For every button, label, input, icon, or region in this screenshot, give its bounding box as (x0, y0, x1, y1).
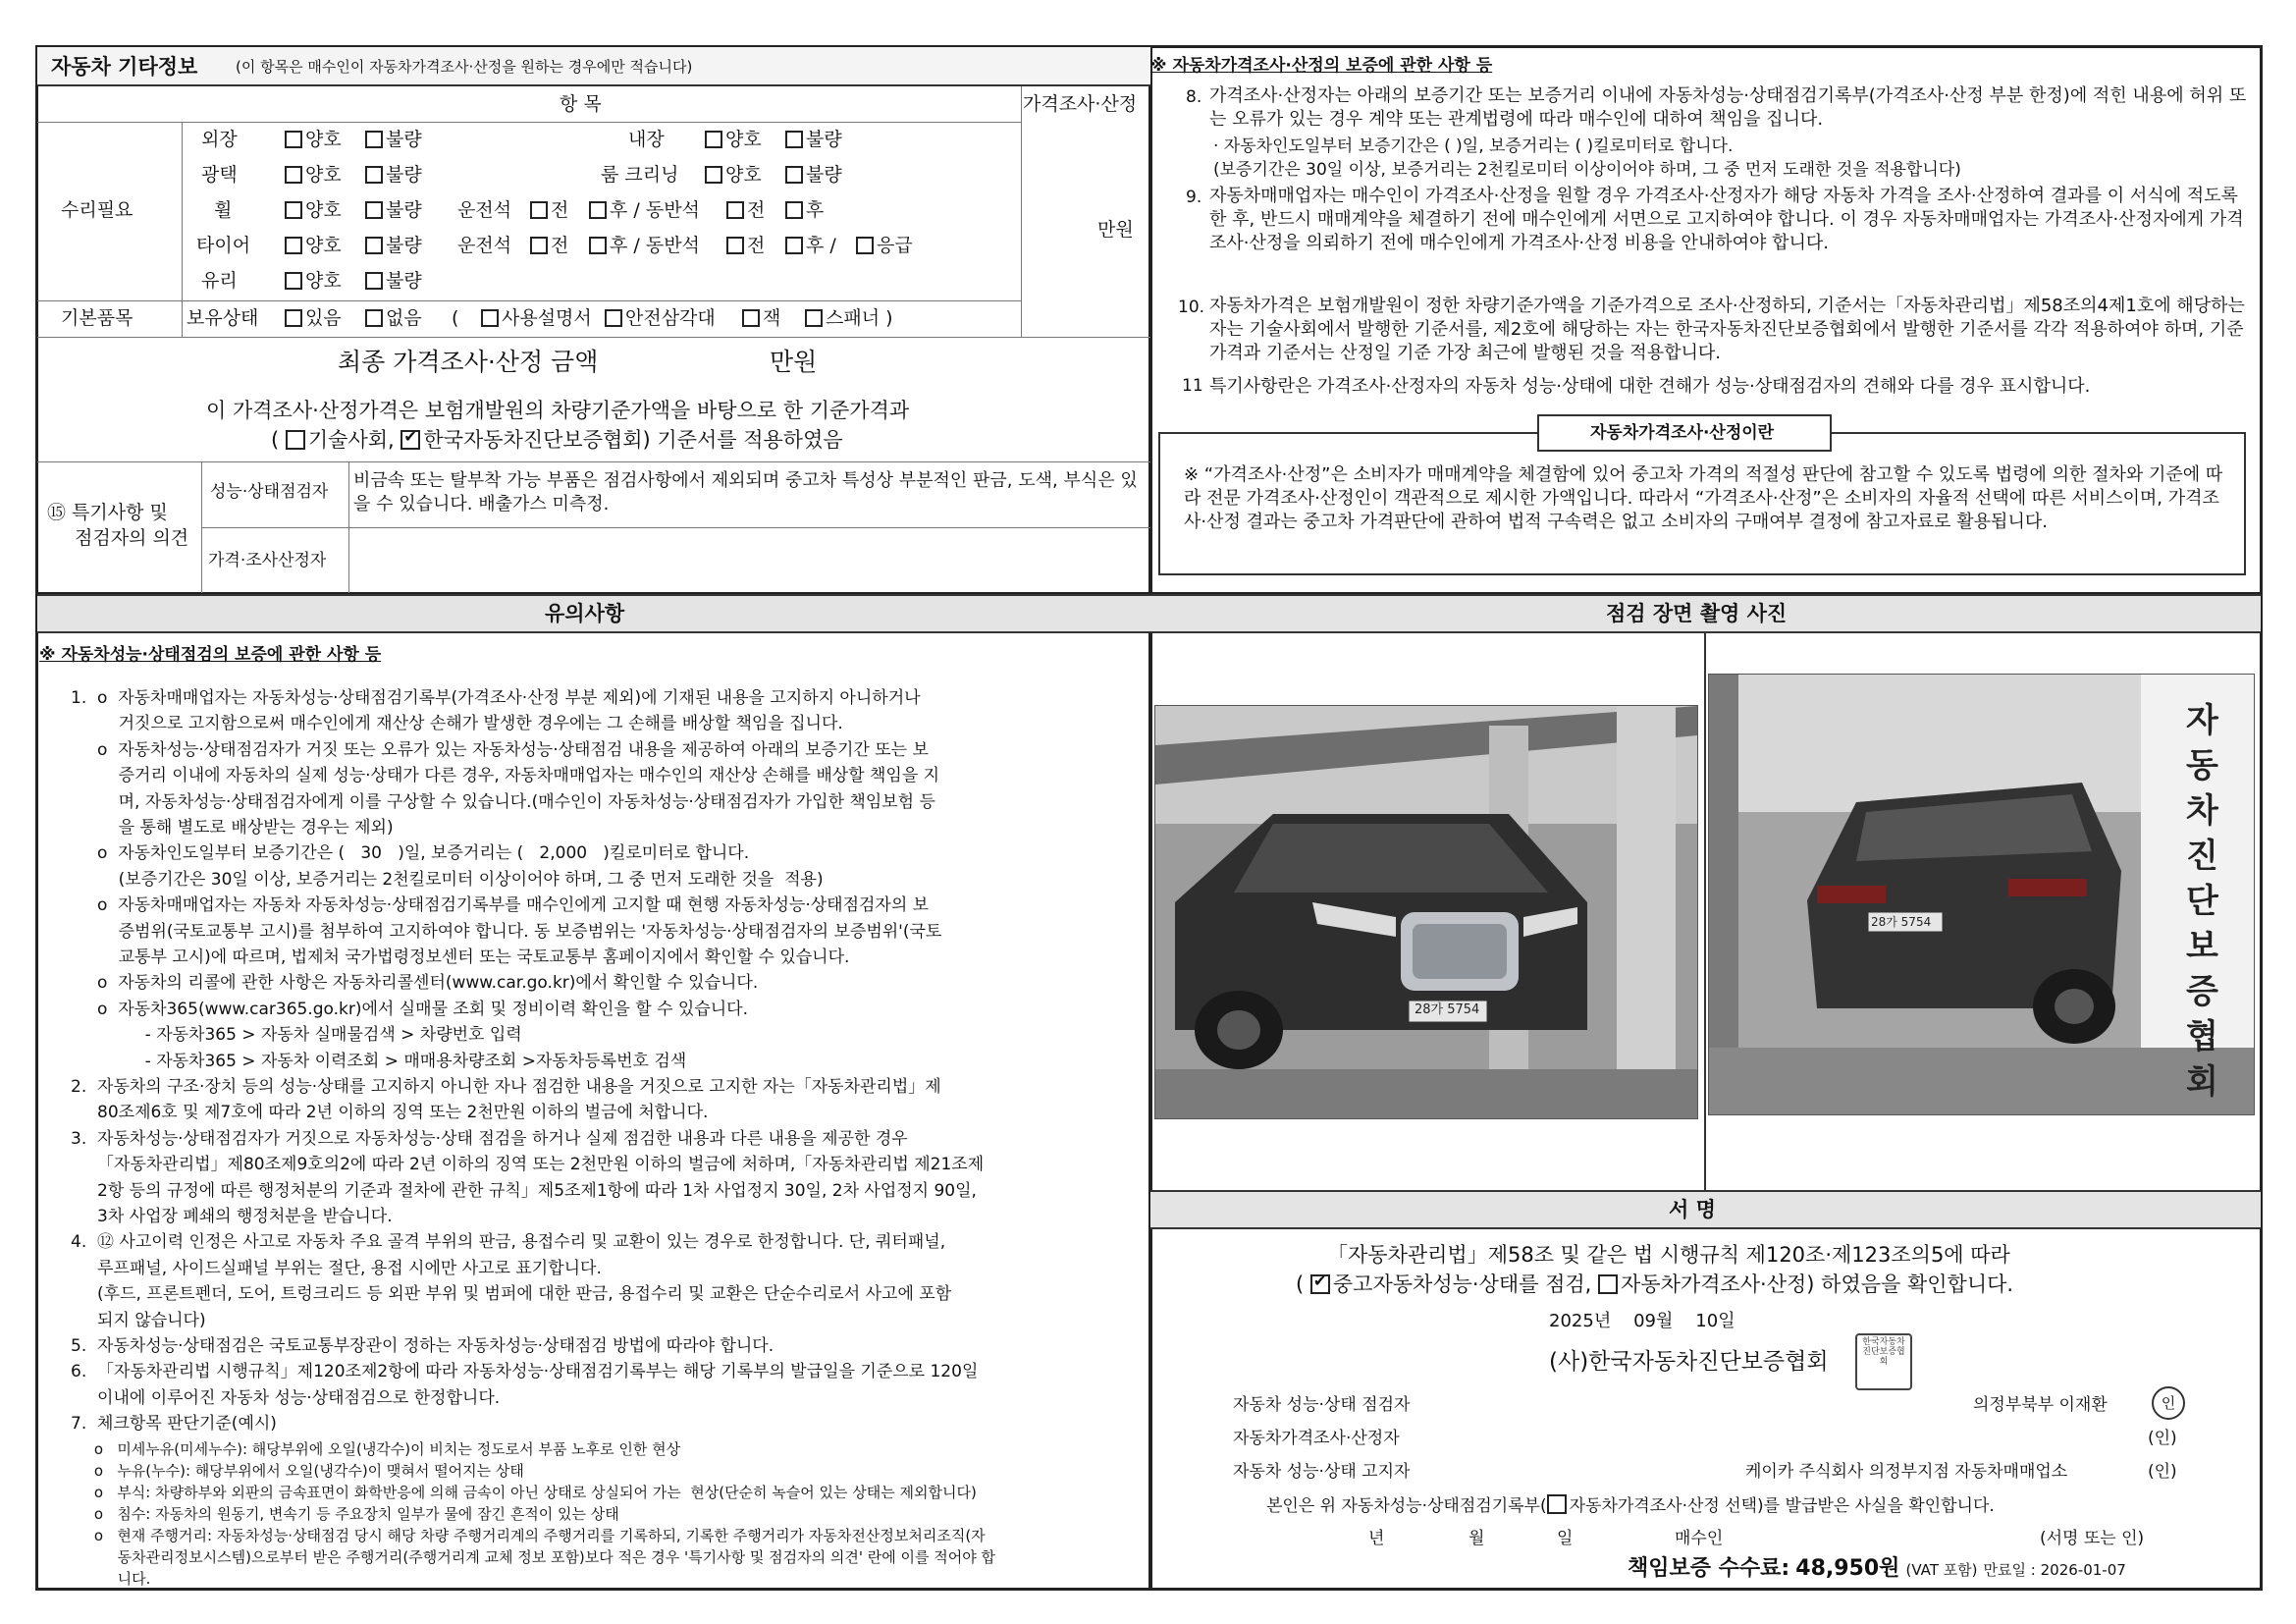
checkbox-icon (856, 237, 874, 254)
tire-pass-front[interactable]: 전 (726, 234, 765, 257)
tire-emergency[interactable]: 응급 (856, 234, 913, 257)
rear-plate: 28가 5754 (1871, 915, 1932, 929)
item-9-text: 자동차매매업자는 매수인이 가격조사·산정을 원할 경우 가격조사·산정자가 해당 자동차 가격을 조사·산정하여 결과를 이 서식에 적도록 한 후, 반드시 매매계약을 체결하기 전에 매수인에게 서면으로 고지하여야 합니다. 이 경우 자동차매매업자는 가격조사·산정자에게 가격조사·산정을 의뢰하기 전에 매수인에게 가격조사·산정 비용을 안내하여야 합니다. (1209, 186, 2244, 253)
special-label-1: ⑮ 특기사항 및 (47, 502, 168, 523)
checkbox-checked-icon[interactable] (400, 430, 420, 450)
sig-inspector-name: 의정부북부 이재환 (1973, 1395, 2108, 1415)
buyer-year: 년 (1368, 1529, 1385, 1548)
col-items-header: 항 목 (560, 93, 602, 115)
notes-line: 7. 체크항목 판단기준(예시) (71, 1414, 277, 1435)
wheel-bad[interactable]: 불량 (365, 198, 422, 222)
notes-line: ο 자동차의 리콜에 관한 사항은 자동차리콜센터(www.car.go.kr)에서 확인할 수 있습니다. (71, 973, 759, 994)
notes-line: - 자동차365 > 자동차 이력조회 > 매매용차량조회 >자동차등록번호 검색 (71, 1051, 687, 1071)
item-10-no: 10. (1178, 298, 1205, 317)
notes-small-line: 동차관리정보시스템)으로부터 받은 주행거리(주행거리계 교체 정보 포함)보다 적은 경우 '특기사항 및 점검자의 의견' 란에 이를 적어야 합 (71, 1548, 995, 1566)
sig-notifier-seal: (인) (2148, 1462, 2177, 1482)
basic-none[interactable]: 없음 (365, 306, 422, 330)
notes-line: 5. 자동차성능·상태점검은 국토교통부장관이 정하는 자동차성능·상태점검 방법에 따라야 합니다. (71, 1336, 774, 1356)
row-wheel: 휠 (214, 199, 233, 221)
confirm-line: ( ✔ 중고자동차성능·상태를 점검, 자동차가격조사·산정) 하였음을 확인합니다. (1296, 1271, 2013, 1298)
checkbox-icon (365, 237, 383, 254)
notes-line: 80조제6호 및 제7호에 따라 2년 이하의 징역 또는 2천만원 이하의 벌금에 처합니다. (71, 1103, 709, 1123)
checkbox-icon (530, 237, 548, 254)
item-10-text: 자동차가격은 보험개발원이 정한 차량기준가액을 기준가격으로 조사·산정하되, 기준서는「자동차관리법」제58조의4제1호에 해당하는 자는 기술사회에서 발행한 기준서를, 제2호에 해당하는 자는 한국자동차진단보증협회에서 발행한 기준서를 각각 적용하여야 하며, 기준가격과 기준서는 산정일 기준 가장 최근에 발행된 것을 적용합니다. (1209, 296, 2245, 363)
col-price-header: 가격조사·산정 (1023, 93, 1138, 115)
tire-driver-rear[interactable]: 후 / 동반석 (589, 234, 700, 257)
wheel-pass-rear[interactable]: 후 (785, 198, 824, 222)
notes-line: ο 자동차매매업자는 자동차 자동차성능·상태점검기록부를 매수인에게 고지할 때 현행 자동차성능·상태점검자의 보 (71, 895, 930, 916)
item-9-no: 9. (1186, 188, 1202, 207)
final-amount-unit: 만원 (770, 348, 818, 376)
checkbox-icon (285, 166, 302, 184)
other-info-note: (이 항목은 매수인이 자동차가격조사·산정을 원하는 경우에만 적습니다) (236, 58, 693, 76)
row-glass: 유리 (201, 270, 238, 292)
special-label-2: 점검자의 의견 (75, 527, 189, 549)
notes-line: 2항 등의 규정에 따른 행정처분의 기준과 절차에 관한 규칙」제5조제1항에 따라 1차 사업정지 30일, 2차 사업정지 90일, (71, 1180, 977, 1201)
checkbox-icon (285, 131, 302, 148)
inspector-seal-icon: 인 (2152, 1386, 2185, 1420)
checkbox-icon (726, 237, 744, 254)
front-plate: 28가 5754 (1415, 1002, 1480, 1017)
wheel-driver-rear[interactable]: 후 / 동반석 (589, 198, 700, 222)
notes-line: 며, 자동차성능·상태점검자에게 이를 구상할 수 있습니다.(매수인이 자동차성능·상태점검자가 가입한 책임보험 등 (71, 791, 935, 812)
wheel-good[interactable]: 양호 (285, 198, 342, 222)
gloss-good[interactable]: 양호 (285, 163, 342, 187)
checkbox-icon (481, 309, 499, 327)
row-gloss: 광택 (201, 164, 238, 186)
notes-line: 3차 사업장 폐쇄의 행정처분을 받습니다. (71, 1207, 393, 1226)
checkbox-icon (365, 309, 383, 327)
basic-spanner[interactable]: 스패너 ) (805, 306, 893, 330)
item-8-note: (보증기간은 30일 이상, 보증거리는 2천킬로미터 이상이어야 하며, 그 중 먼저 도래한 것을 적용합니다) (1213, 160, 1961, 180)
notes-line: (보증기간은 30일 이상, 보증거리는 2천킬로미터 이상이어야 하며, 그 중 먼저 도래한 것을 적용) (71, 869, 824, 890)
checkbox-icon (805, 309, 823, 327)
notes-line: 되지 않습니다) (71, 1310, 206, 1330)
front-inspection-photo (1154, 705, 1698, 1119)
sig-appraiser-label: 자동차가격조사·산정자 (1233, 1429, 1400, 1448)
inspector-opinion-text: 비금속 또는 탈부착 가능 부품은 점검사항에서 제외되며 중고차 특성상 부분적인 판금, 도색, 부식은 있을 수 있습니다. 배출가스 미측정. (353, 470, 1138, 514)
row-exterior: 외장 (201, 129, 238, 150)
checkbox-icon (742, 309, 760, 327)
checkbox-icon (365, 272, 383, 290)
banner-text: 자동차진단보증협회 (2186, 701, 2218, 1102)
checkbox-icon[interactable] (286, 430, 305, 450)
notes-small-line: ο 현재 주행거리: 자동차성능·상태점검 당시 해당 차량 주행거리계의 주행거리를 기록하되, 기록한 주행거리가 자동차전산정보처리조직(자 (71, 1527, 986, 1544)
basic-jack[interactable]: 잭 (742, 306, 780, 330)
wheel-driver: 운전석 (457, 199, 512, 221)
notes-line: 2. 자동차의 구조·장치 등의 성능·상태를 고지하지 아니한 자나 점검한 내용을 거짓으로 고지한 자는「자동차관리법」제 (71, 1077, 941, 1097)
notes-line: 3. 자동차성능·상태점검자가 거짓으로 자동차성능·상태 점검을 하거나 실제 점검한 내용과 다른 내용을 제공한 경우 (71, 1128, 908, 1149)
notes-line: 루프패널, 사이드실패널 부위는 절단, 용접 시에만 사고로 표기합니다. (71, 1258, 602, 1278)
buyer-month: 월 (1468, 1529, 1485, 1548)
possession-label: 보유상태 (187, 307, 259, 329)
checkbox-icon (785, 131, 803, 148)
repair-label: 수리필요 (61, 199, 133, 221)
checkbox-icon (365, 166, 383, 184)
basic-have[interactable]: 있음 (285, 306, 342, 330)
basic-triangle[interactable]: 안전삼각대 (605, 306, 716, 330)
room-good[interactable]: 양호 (705, 163, 762, 187)
signature-title: 서 명 (1669, 1198, 1716, 1221)
checkbox-icon (785, 166, 803, 184)
wheel-pass-front[interactable]: 전 (726, 198, 765, 222)
law-line: 「자동차관리법」제58조 및 같은 법 시행규칙 제120조·제123조의5에 따라 (1327, 1243, 2010, 1267)
notes-small-line: ο 부식: 차량하부와 외판의 금속표면이 화학반응에 의해 금속이 아닌 상태로 상실되어 가는 현상(단순히 녹슬어 있는 상태는 제외합니다) (71, 1484, 977, 1501)
rear-inspection-photo (1708, 674, 2255, 1115)
issuing-org: (사)한국자동차진단보증협회 (1549, 1349, 1829, 1375)
checkbox-icon (365, 131, 383, 148)
basic-paren: ( (452, 307, 459, 329)
checkbox-icon (589, 237, 607, 254)
buyer-day: 일 (1557, 1529, 1574, 1548)
tire-pass-rear[interactable]: 후 / (785, 234, 836, 257)
appraiser-opinion-label: 가격·조사산정자 (208, 551, 327, 570)
photos-title: 점검 장면 촬영 사진 (1606, 602, 1788, 625)
checkbox-checked-icon[interactable] (1310, 1274, 1330, 1294)
notes-line: ο 자동차365(www.car365.go.kr)에서 실매물 조회 및 정비이력 확인을 할 수 있습니다. (71, 999, 748, 1019)
checkbox-icon (285, 201, 302, 219)
appraisal-definition-title: 자동차가격조사·산정이란 (1590, 423, 1775, 443)
checkbox-icon (705, 131, 722, 148)
exterior-good[interactable]: 양호 (285, 128, 342, 151)
glass-bad[interactable]: 불량 (365, 269, 422, 293)
row-room-cleaning: 룸 크리닝 (601, 164, 679, 186)
notes-line: 교통부 고시)에 따르며, 법제처 국가법령정보센터 또는 국토교통부 홈페이지에서 확인할 수 있습니다. (71, 947, 850, 967)
row-tire: 타이어 (196, 235, 251, 256)
sig-notifier-label: 자동차 성능·상태 고지자 (1233, 1462, 1411, 1482)
checkbox-icon (530, 201, 548, 219)
notes-line: (후드, 프론트펜더, 도어, 트렁크리드 등 외판 부위 및 범퍼에 대한 판금, 용접수리 및 교환은 단순수리로서 사고에 포함 (71, 1284, 952, 1305)
notes-heading: ※ 자동차성능·상태점검의 보증에 관한 사항 등 (39, 645, 382, 665)
glass-good[interactable]: 양호 (285, 269, 342, 293)
basis-line-2: ( 기술사회, ✔ 한국자동차진단보증협회) 기준서를 적용하였음 (271, 426, 843, 454)
notes-line: 을 통해 별도로 배상받는 경우는 제외) (71, 818, 394, 838)
issue-date: 2025년 09월 10일 (1549, 1311, 1735, 1331)
item-11-no: 11 (1182, 376, 1203, 396)
checkbox-icon (365, 201, 383, 219)
notes-small-line: ο 누유(누수): 해당부위에서 오일(냉각수)이 맺혀서 떨어지는 상태 (71, 1462, 524, 1480)
gloss-bad[interactable]: 불량 (365, 163, 422, 187)
buyer-sign: (서명 또는 인) (2040, 1529, 2145, 1548)
sig-inspector-label: 자동차 성능·상태 점검자 (1233, 1395, 1411, 1415)
inspector-opinion-label: 성능·상태점검자 (210, 482, 329, 502)
item-11-text: 특기사항란은 가격조사·산정자의 자동차 성능·상태에 대한 견해가 성능·상태점검자의 견해와 다를 경우 표시합니다. (1209, 376, 2091, 397)
checkbox-icon (285, 237, 302, 254)
checkbox-icon (785, 201, 803, 219)
item-8-text: 가격조사·산정자는 아래의 보증기간 또는 보증거리 이내에 자동차성능·상태점검기록부(가격조사·산정 부분 한정)에 적힌 내용에 허위 또는 오류가 있는 경우 계약 또는 관계법령에 따라 매수인에 대하여 책임을 집니다. (1209, 85, 2247, 130)
notes-line: 1. ο 자동차매매업자는 자동차성능·상태점검기록부(가격조사·산정 부분 제외)에 기재된 내용을 고지하지 아니하거나 (71, 688, 921, 708)
appraisal-definition-text: ※ “가격조사·산정”은 소비자가 매매계약을 체결함에 있어 중고차 가격의 적절성 판단에 참고할 수 있도록 법령에 의한 절차와 기준에 따라 전문 가격조사·산정인이 객관적으로 제시한 가액입니다. 따라서 “가격조사·산정”은 소비자의 자율적 선택에 따른 서비스이며, 가격조사·산정 결과는 중고차 가격판단에 관하여 법적 구속력은 없고 소비자의 구매여부 결정에 참고자료로 활용됩니다. (1184, 464, 2223, 532)
interior-bad[interactable]: 불량 (785, 128, 842, 151)
notes-line: ο 자동차인도일부터 보증기간은 ( 30 )일, 보증거리는 ( 2,000 )킬로미터로 합니다. (71, 843, 750, 864)
item-8-period: · 자동차인도일부터 보증기간은 ( )일, 보증거리는 ( )킬로미터로 합니다. (1213, 136, 1734, 156)
notes-line: 이내에 이루어진 자동차 성능·상태점검으로 한정합니다. (71, 1387, 501, 1408)
org-seal-icon (1855, 1333, 1912, 1390)
checkbox-icon (605, 309, 622, 327)
room-bad[interactable]: 불량 (785, 163, 842, 187)
row-interior: 내장 (628, 129, 665, 150)
sig-appraiser-seal: (인) (2148, 1429, 2177, 1448)
fee-line: 책임보증 수수료: 48,950원 (VAT 포함) 만료일 : 2026-01-07 (1628, 1556, 2126, 1581)
checkbox-icon (285, 309, 302, 327)
checkbox-icon (726, 201, 744, 219)
appraisal-warranty-heading: ※ 자동차가격조사·산정의 보증에 관한 사항 등 (1150, 56, 1493, 76)
notes-line: 거짓으로 고지함으로써 매수인에게 재산상 손해가 발생한 경우에는 그 손해를 배상할 책임을 집니다. (71, 714, 843, 734)
wheel-driver-front[interactable]: 전 (530, 198, 568, 222)
exterior-bad[interactable]: 불량 (365, 128, 422, 151)
sig-notifier-name: 케이카 주식회사 의정부지점 자동차매매업소 (1745, 1462, 2068, 1482)
checkbox-icon (589, 201, 607, 219)
other-info-title: 자동차 기타정보 (51, 55, 198, 79)
buyer-label: 매수인 (1675, 1529, 1724, 1548)
checkbox-icon[interactable] (1547, 1494, 1567, 1514)
notes-line: ο 자동차성능·상태점검자가 거짓 또는 오류가 있는 자동차성능·상태점검 내용을 제공하여 아래의 보증기간 또는 보 (71, 739, 929, 760)
notes-line: - 자동차365 > 자동차 실매물검색 > 차량번호 입력 (71, 1025, 522, 1046)
tire-driver: 운전석 (457, 235, 512, 256)
notes-line: 「자동차관리법」제80조제9호의2에 따라 2년 이하의 징역 또는 2천만원 이하의 벌금에 처하며,「자동차관리법 제21조제 (71, 1155, 985, 1175)
notes-line: 증거리 이내에 자동차의 실제 성능·상태가 다른 경우, 자동차매매업자는 매수인의 재산상 손해를 배상할 책임을 지 (71, 766, 940, 786)
final-amount-label: 최종 가격조사·산정 금액 (338, 348, 599, 376)
interior-good[interactable]: 양호 (705, 128, 762, 151)
notes-small-line: ο 미세누유(미세누수): 해당부위에 오일(냉각수)이 비치는 정도로서 부품 노후로 인한 현상 (71, 1440, 681, 1458)
tire-driver-front[interactable]: 전 (530, 234, 568, 257)
basis-line-1: 이 가격조사·산정가격은 보험개발원의 차량기준가액을 바탕으로 한 기준가격과 (206, 399, 910, 422)
basic-items-label: 기본품목 (61, 307, 133, 329)
checkbox-icon[interactable] (1598, 1274, 1618, 1294)
notes-small-line: 니다. (71, 1570, 151, 1588)
notes-small-line: ο 침수: 자동차의 원동기, 변속기 등 주요장치 일부가 물에 잠긴 흔적이 있는 상태 (71, 1505, 619, 1523)
notes-title: 유의사항 (545, 602, 625, 625)
price-unit: 만원 (1097, 219, 1134, 241)
checkbox-icon (705, 166, 722, 184)
rear-car-image (1709, 675, 2254, 1114)
basic-manual[interactable]: 사용설명서 (481, 306, 592, 330)
checkbox-icon (785, 237, 803, 254)
tire-good[interactable]: 양호 (285, 234, 342, 257)
notes-line: 4. ⑫ 사고이력 인정은 사고로 자동차 주요 골격 부위의 판금, 용접수리 및 교환이 있는 경우로 한정합니다. 단, 쿼터패널, (71, 1232, 946, 1253)
notes-line: 증범위(국토교통부 고시)를 첨부하여 고지하여야 합니다. 동 보증범위는 '자동차성능·상태점검자의 보증범위'(국토 (71, 921, 942, 942)
receipt-line: 본인은 위 자동차성능·상태점검기록부( 자동차가격조사·산정 선택)를 발급받은 사실을 확인합니다. (1266, 1496, 1995, 1516)
notes-line: 6. 「자동차관리법 시행규칙」제120조제2항에 따라 자동차성능·상태점검기록부는 해당 기록부의 발급일을 기준으로 120일 (71, 1362, 979, 1382)
tire-bad[interactable]: 불량 (365, 234, 422, 257)
checkbox-icon (285, 272, 302, 290)
front-car-image (1155, 706, 1697, 1118)
org-seal-text: 한국자동차진단보증협회 (1862, 1337, 1905, 1367)
item-8-no: 8. (1186, 87, 1202, 107)
